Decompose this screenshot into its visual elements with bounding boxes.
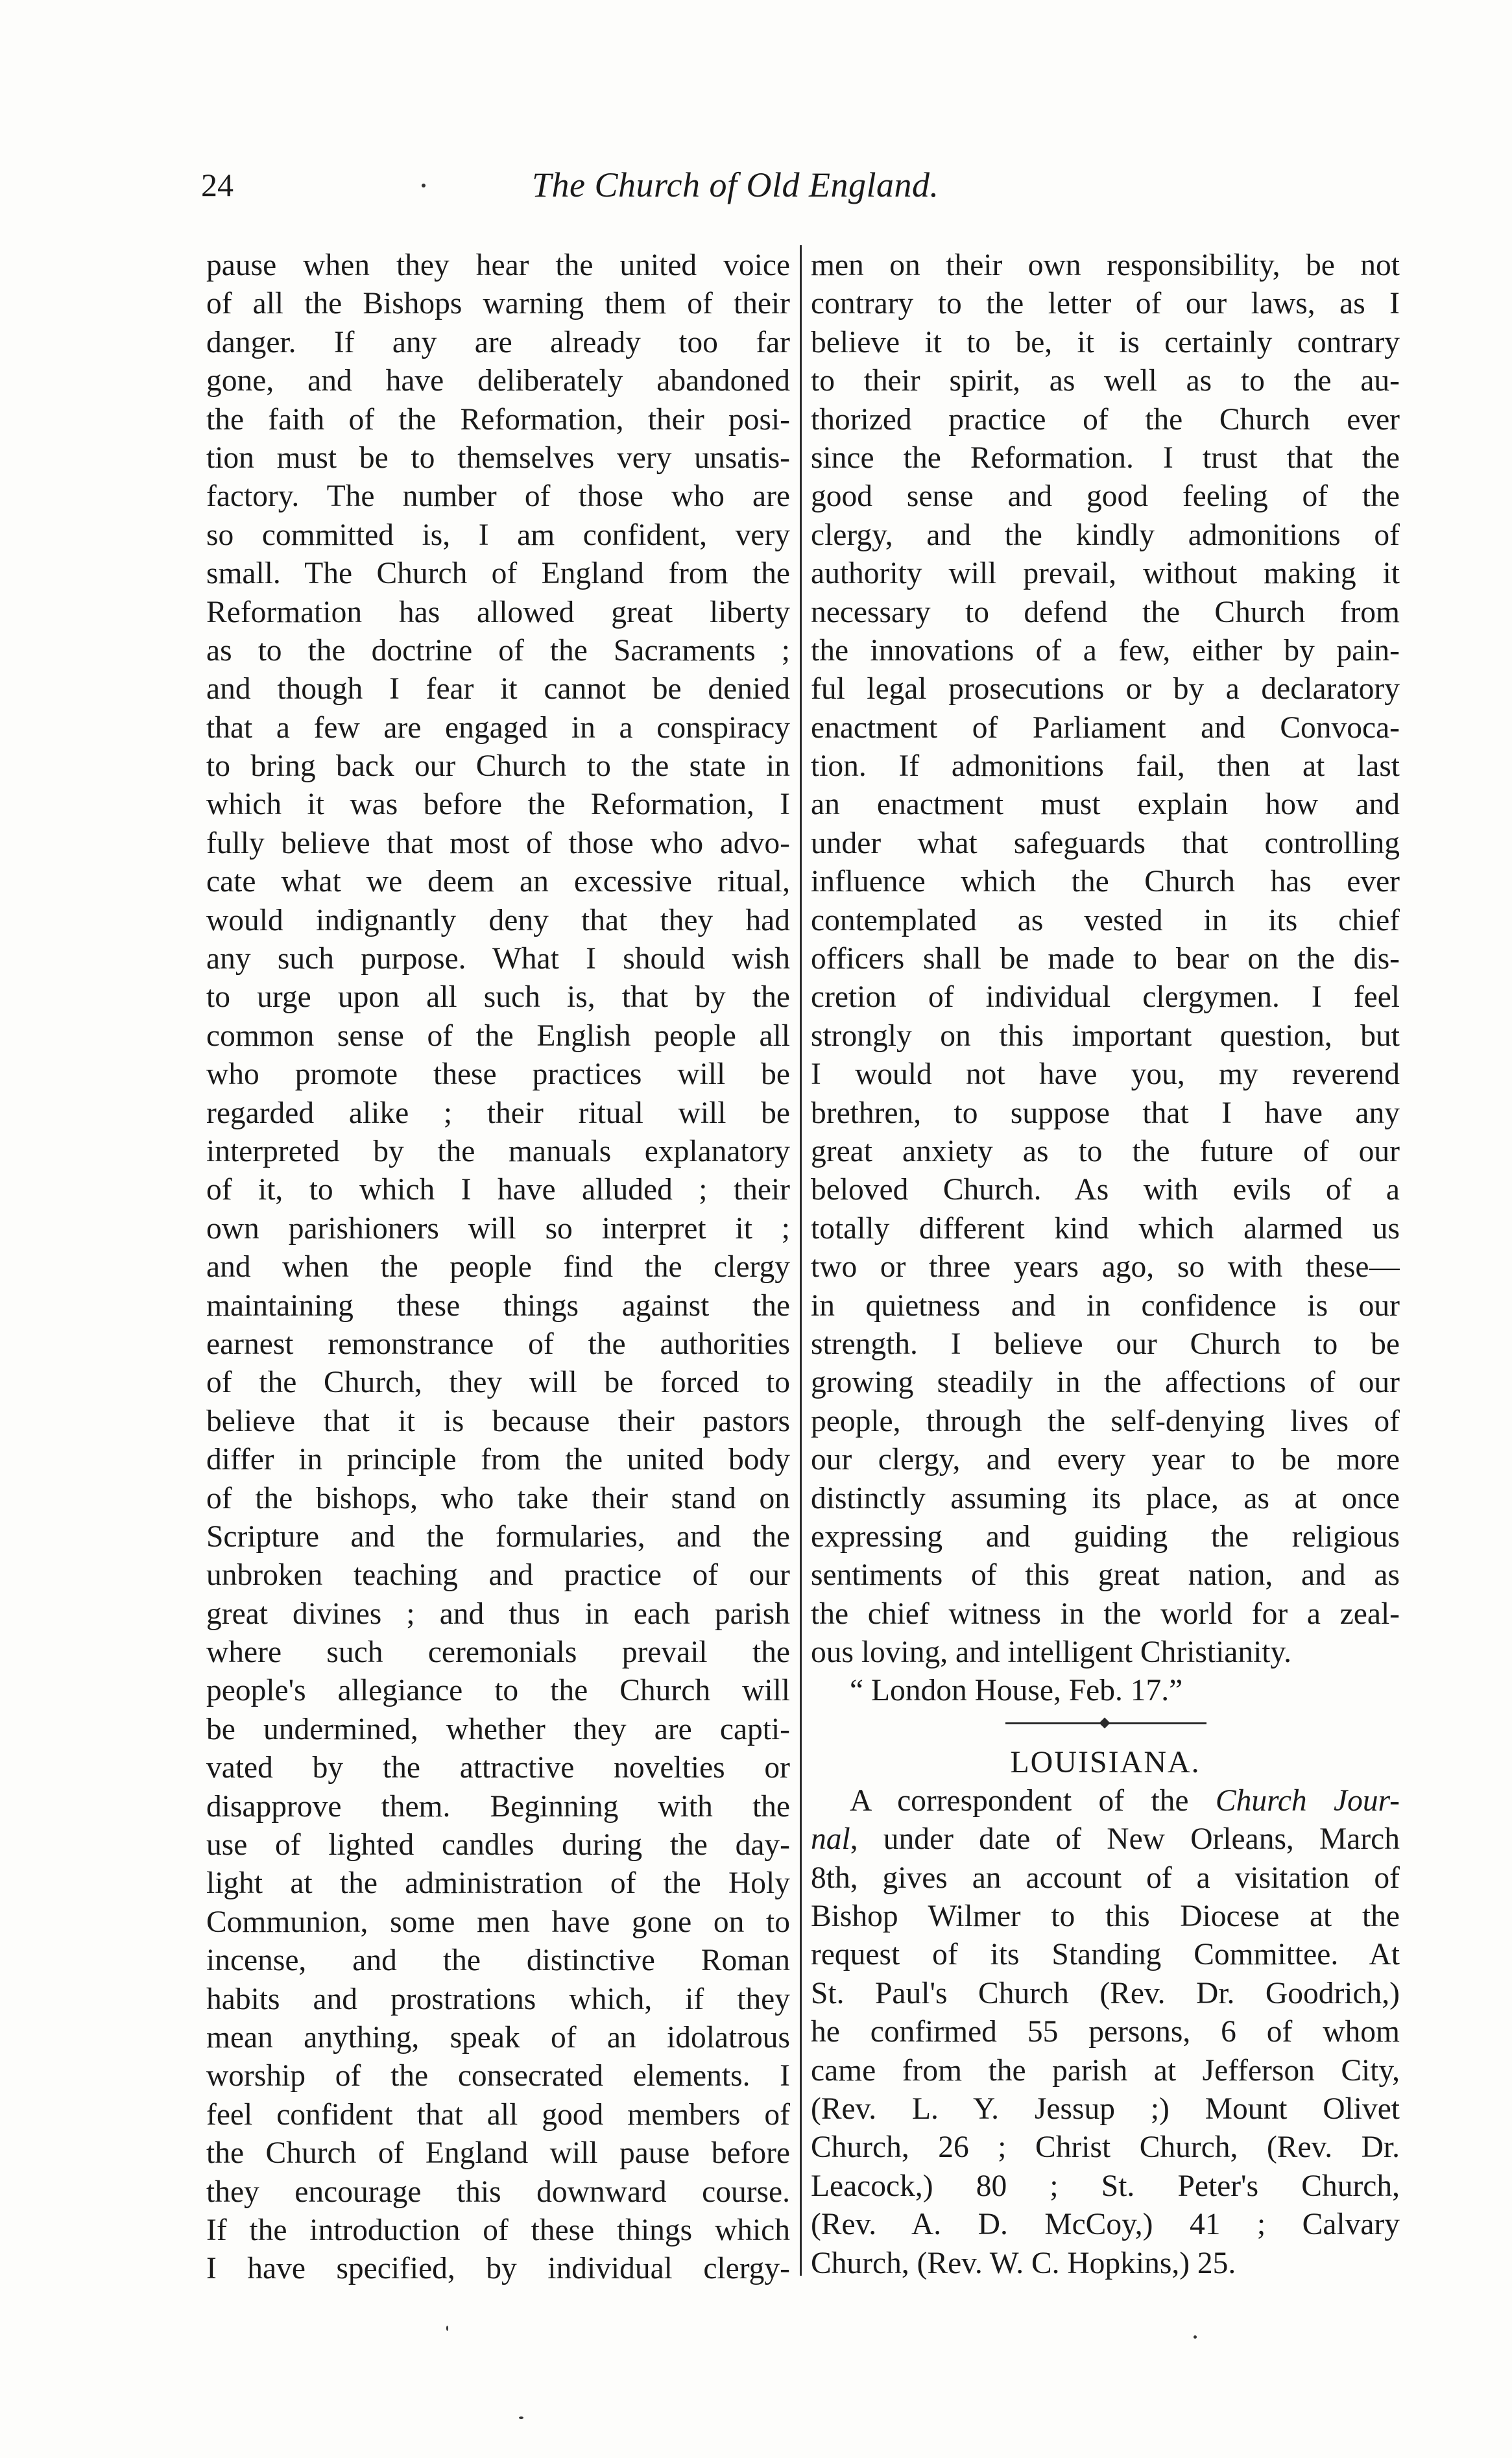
- text-line: in quietness and in confidence is our: [811, 1288, 1400, 1323]
- text-line: maintaining these things against the: [206, 1288, 790, 1323]
- text-line: sentiments of this great nation, and as: [811, 1558, 1400, 1593]
- text-line: small. The Church of England from the: [206, 557, 790, 591]
- text-line: our clergy, and every year to be more: [811, 1443, 1400, 1477]
- page-number: 24: [201, 167, 234, 203]
- text-line: so committed is, I am confident, very: [206, 518, 790, 552]
- text-line: tion must be to themselves very unsatis-: [206, 440, 790, 475]
- text-line: of the bishops, who take their stand on: [206, 1481, 790, 1515]
- running-header: [201, 165, 1369, 217]
- left-column: [206, 247, 790, 2289]
- text-line: be undermined, whether they are capti-: [206, 1712, 790, 1746]
- text-line: and though I fear it cannot be denied: [206, 672, 790, 706]
- text-line: men on their own responsibility, be not: [811, 248, 1400, 282]
- journal-title: Church Jour-: [1215, 1783, 1400, 1818]
- text-line: I have specified, by individual clergy-: [206, 2252, 790, 2286]
- text-line: unbroken teaching and practice of our: [206, 1558, 790, 1593]
- text-line: to bring back our Church to the state in: [206, 749, 790, 784]
- text-line: where such ceremonials prevail the: [206, 1635, 790, 1670]
- text-line: vated by the attractive novelties or: [206, 1751, 790, 1785]
- text-line: that a few are engaged in a conspiracy: [206, 710, 790, 745]
- right-column: [811, 247, 1400, 2283]
- text-line: the faith of the Reformation, their posi-: [206, 402, 790, 437]
- text-line: tion. If admonitions fail, then at last: [811, 749, 1400, 784]
- text-line: clergy, and the kindly admonitions of: [811, 518, 1400, 552]
- text-line: contrary to the letter of our laws, as I: [811, 287, 1400, 321]
- text-line: earnest remonstrance of the authorities: [206, 1327, 790, 1361]
- text-line: gone, and have deliberately abandoned: [206, 364, 790, 398]
- text-line: and when the people find the clergy: [206, 1250, 790, 1284]
- text-line: cretion of individual clergymen. I feel: [811, 980, 1400, 1015]
- journal-title-continued: nal: [811, 1822, 850, 1857]
- text-line: authority will prevail, without making it: [811, 557, 1400, 591]
- text-line: to urge upon all such is, that by the: [206, 980, 790, 1015]
- text-line: If the introduction of these things which: [206, 2213, 790, 2247]
- text-line: factory. The number of those who are: [206, 479, 790, 514]
- text-line: regarded alike ; their ritual will be: [206, 1096, 790, 1130]
- text-line: believe that it is because their pastors: [206, 1404, 790, 1438]
- text-line: totally different kind which alarmed us: [811, 1211, 1400, 1246]
- text-line: brethren, to suppose that I have any: [811, 1096, 1400, 1130]
- louisiana-line: he confirmed 55 persons, 6 of whom: [811, 2015, 1400, 2049]
- louisiana-line: St. Paul's Church (Rev. Dr. Goodrich,): [811, 1976, 1400, 2010]
- louisiana-paragraph: [811, 1859, 1400, 2283]
- text-line: the chief witness in the world for a zeal-: [811, 1596, 1400, 1631]
- text-line: enactment of Parliament and Convoca-: [811, 710, 1400, 745]
- print-speck: [519, 2416, 523, 2419]
- text-line: they encourage this downward course.: [206, 2175, 790, 2209]
- text-line: strength. I believe our Church to be: [811, 1327, 1400, 1361]
- text-line: officers shall be made to bear on the dis-: [811, 942, 1400, 976]
- text-line: people's allegiance to the Church will: [206, 1674, 790, 1708]
- text-line: of it, to which I have alluded ; their: [206, 1173, 790, 1207]
- text-line: light at the administration of the Holy: [206, 1866, 790, 1901]
- text-line: under what safeguards that controlling: [811, 826, 1400, 860]
- text-line: common sense of the English people all: [206, 1018, 790, 1053]
- text-line: I would not have you, my reverend: [811, 1057, 1400, 1092]
- louisiana-line: request of its Standing Committee. At: [811, 1938, 1400, 1972]
- text-line: of the Church, they will be forced to: [206, 1366, 790, 1400]
- text-line: great divines ; and thus in each parish: [206, 1596, 790, 1631]
- louisiana-line: (Rev. L. Y. Jessup ;) Mount Olivet: [811, 2091, 1400, 2126]
- text-line: ful legal prosecutions or by a declaratory: [811, 672, 1400, 706]
- text-line: an enactment must explain how and: [811, 788, 1400, 822]
- text-line: Scripture and the formularies, and the: [206, 1519, 790, 1554]
- text-line: mean anything, speak of an idolatrous: [206, 2020, 790, 2054]
- text-line: great anxiety as to the future of our: [811, 1134, 1400, 1168]
- text-line: differ in principle from the united body: [206, 1443, 790, 1477]
- louisiana-line: came from the parish at Jefferson City,: [811, 2053, 1400, 2088]
- column-divider: [800, 245, 802, 2276]
- text-line: would indignantly deny that they had: [206, 903, 790, 937]
- text-line: cate what we deem an excessive ritual,: [206, 865, 790, 899]
- header-dot: [422, 184, 426, 187]
- text-line: Communion, some men have gone on to: [206, 1905, 790, 1939]
- text-line: danger. If any are already too far: [206, 325, 790, 359]
- text-line: necessary to defend the Church from: [811, 595, 1400, 629]
- louisiana-line: 8th, gives an account of a visitation of: [811, 1861, 1400, 1895]
- text-line: two or three years ago, so with these—: [811, 1250, 1400, 1284]
- text-line: incense, and the distinctive Roman: [206, 1944, 790, 1978]
- text-line: the Church of England will pause before: [206, 2136, 790, 2171]
- louisiana-line: nal, under date of New Orleans, March: [811, 1822, 1400, 1857]
- text-line: who promote these practices will be: [206, 1057, 790, 1092]
- text-line: beloved Church. As with evils of a: [811, 1173, 1400, 1207]
- text-line: influence which the Church has ever: [811, 865, 1400, 899]
- text-line: to their spirit, as well as to the au-: [811, 364, 1400, 398]
- text-line: feel confident that all good members of: [206, 2097, 790, 2132]
- section-heading: LOUISIANA.: [1010, 1744, 1201, 1779]
- text-line: fully believe that most of those who advo-: [206, 826, 790, 860]
- text-line: use of lighted candles during the day-: [206, 1828, 790, 1862]
- text-line: people, through the self-denying lives of: [811, 1404, 1400, 1438]
- text-line: which it was before the Reformation, I: [206, 788, 790, 822]
- text-line: interpreted by the manuals explanatory: [206, 1134, 790, 1168]
- text-line: distinctly assuming its place, as at once: [811, 1481, 1400, 1515]
- louisiana-line: (Rev. A. D. McCoy,) 41 ; Calvary: [811, 2208, 1400, 2242]
- letter-signoff: “ London House, Feb. 17.”: [850, 1674, 1183, 1708]
- text-line: Reformation has allowed great liberty: [206, 595, 790, 629]
- text-line: pause when they hear the united voice: [206, 248, 790, 282]
- text-line: since the Reformation. I trust that the: [811, 440, 1400, 475]
- text-line: ous loving, and intelligent Christianity.: [811, 1635, 1292, 1670]
- running-title: The Church of Old England.: [532, 165, 939, 204]
- print-speck: [446, 2326, 448, 2331]
- text-line: believe it to be, it is certainly contrary: [811, 325, 1400, 359]
- text-line: good sense and good feeling of the: [811, 479, 1400, 514]
- text-line: own parishioners will so interpret it ;: [206, 1211, 790, 1246]
- text-line: of all the Bishops warning them of their: [206, 287, 790, 321]
- text-line: strongly on this important question, but: [811, 1018, 1400, 1053]
- letter-continuation: [811, 247, 1400, 1672]
- text-line: as to the doctrine of the Sacraments ;: [206, 633, 790, 668]
- louisiana-line: A correspondent of the Church Jour-: [850, 1783, 1400, 1818]
- text-line: worship of the consecrated elements. I: [206, 2059, 790, 2093]
- text-line: growing steadily in the affections of our: [811, 1366, 1400, 1400]
- section-divider: [811, 1711, 1400, 1737]
- text-line: thorized practice of the Church ever: [811, 402, 1400, 437]
- text-line: expressing and guiding the religious: [811, 1519, 1400, 1554]
- print-speck: [1194, 2335, 1197, 2339]
- louisiana-line: Church, (Rev. W. C. Hopkins,) 25.: [811, 2246, 1236, 2280]
- louisiana-line: Bishop Wilmer to this Diocese at the: [811, 1899, 1400, 1934]
- text-line: contemplated as vested in its chief: [811, 903, 1400, 937]
- louisiana-line: Leacock,) 80 ; St. Peter's Church,: [811, 2169, 1400, 2203]
- text-line: the innovations of a few, either by pain-: [811, 633, 1400, 668]
- louisiana-line: Church, 26 ; Christ Church, (Rev. Dr.: [811, 2130, 1400, 2165]
- text-line: disapprove them. Beginning with the: [206, 1789, 790, 1824]
- text-line: any such purpose. What I should wish: [206, 942, 790, 976]
- text-line: habits and prostrations which, if they: [206, 1982, 790, 2016]
